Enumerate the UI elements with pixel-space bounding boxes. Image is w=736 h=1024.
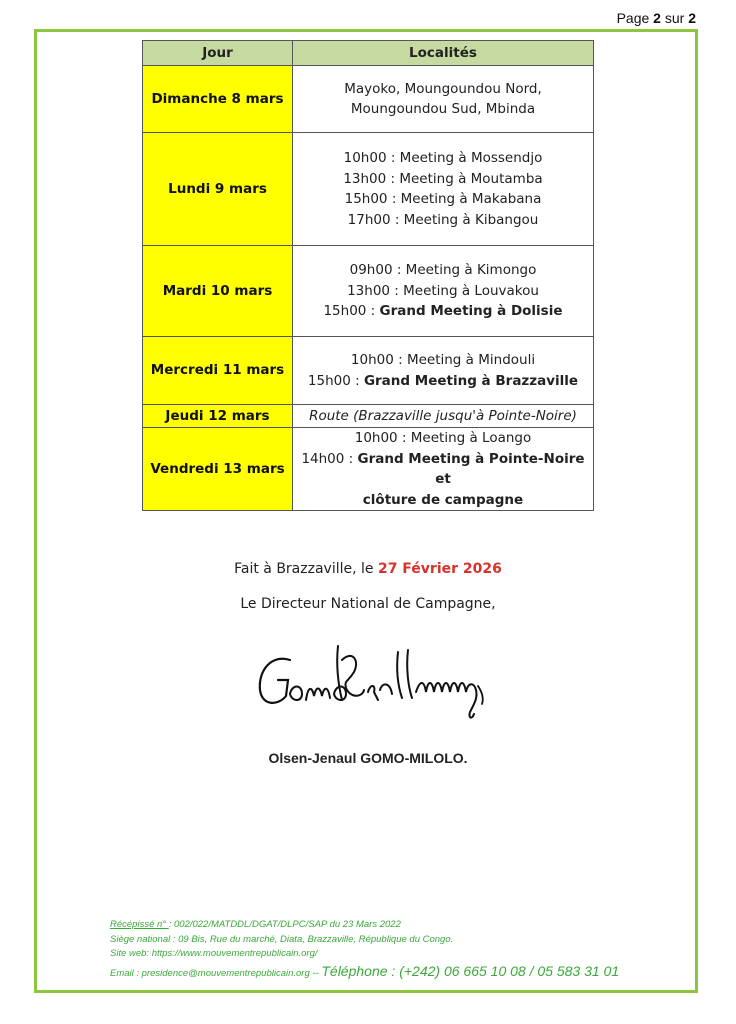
footer-contact [110, 963, 619, 979]
schedule-line [297, 169, 589, 190]
day-cell: Mercredi 11 mars [143, 337, 293, 405]
schedule-line-text: 10h00 : Meeting à Mindouli [350, 352, 536, 368]
schedule-line [297, 281, 589, 302]
page-prefix: Page [616, 10, 654, 26]
schedule-line [297, 189, 589, 210]
footer-receipt [110, 919, 401, 930]
header-jour: Jour [143, 41, 293, 66]
day-cell: Lundi 9 mars [143, 133, 293, 246]
day-cell: Dimanche 8 mars [143, 66, 293, 133]
localites-cell [293, 133, 594, 246]
table-row [143, 246, 594, 337]
table-row [143, 133, 594, 246]
footer-phone: Téléphone : (+242) 06 665 10 08 / 05 583 31 01 [321, 963, 620, 979]
schedule-line [297, 210, 589, 231]
day-cell: Vendredi 13 mars [143, 428, 293, 511]
schedule-line-text: 15h00 : [323, 303, 380, 320]
schedule-line-text: 13h00 : Meeting à Louvakou [347, 282, 539, 299]
schedule-line-emphasis: clôture de campagne [362, 491, 524, 508]
schedule-line [297, 350, 589, 371]
schedule-line-text: 15h00 : [307, 372, 364, 389]
schedule-line [297, 428, 589, 449]
schedule-line-emphasis: Grand Meeting à Brazzaville [363, 372, 579, 389]
schedule-line [297, 99, 589, 120]
day-cell: Mardi 10 mars [143, 246, 293, 337]
page-middle: sur [660, 10, 689, 26]
localites-cell [293, 337, 594, 405]
localites-cell [293, 405, 594, 428]
schedule-table [142, 40, 594, 511]
table-row [143, 405, 594, 428]
signer-name: Olsen-Jenaul GOMO-MILOLO. [268, 750, 468, 766]
schedule-line [297, 260, 589, 281]
schedule-line-text: 13h00 : Meeting à Moutamba [343, 170, 543, 187]
schedule-line-text: 15h00 : Meeting à Makabana [344, 191, 542, 207]
schedule-line [297, 406, 589, 427]
table-header-row [143, 41, 594, 66]
schedule-line-text: Route (Brazzaville jusqu'à Pointe-Noire) [309, 407, 577, 424]
schedule-line [297, 449, 589, 490]
closing-place-date [0, 561, 736, 577]
schedule-line-emphasis: Grand Meeting à Dolisie [379, 303, 563, 320]
receipt-value: : 002/022/MATDDL/DGAT/DLPC/SAP du 23 Mars 2022 [168, 919, 401, 930]
footer-siege: Siège national : 09 Bis, Rue du marché, Diata, Brazzaville, République du Congo. [110, 934, 454, 945]
schedule-line-text: Moungoundou Sud, Mbinda [350, 101, 536, 117]
footer-email: Email : presidence@mouvementrepublicain.org -- [110, 968, 322, 979]
schedule-line-text: 10h00 : Meeting à Loango [354, 430, 532, 446]
schedule-line-text: 14h00 : [301, 450, 358, 467]
schedule-line-text: Mayoko, Moungoundou Nord, [344, 80, 542, 97]
director-role: Le Directeur National de Campagne, [240, 596, 496, 612]
table-row [143, 66, 594, 133]
schedule-line-emphasis: Grand Meeting à Pointe-Noire et [357, 450, 585, 487]
page-current: 2 [653, 10, 661, 26]
place-text: Fait à Brazzaville, le [234, 561, 378, 577]
localites-cell [293, 428, 594, 511]
localites-cell [293, 246, 594, 337]
schedule-line [297, 148, 589, 169]
closing-date: 27 Février 2026 [377, 561, 502, 577]
page-total: 2 [688, 10, 696, 26]
day-cell: Jeudi 12 mars [143, 405, 293, 428]
schedule-line-text: 10h00 : Meeting à Mossendjo [343, 150, 543, 166]
footer-website: Site web: https://www.mouvementrepublicain.org/ [110, 948, 318, 959]
header-localites: Localités [293, 41, 594, 66]
handwritten-signature [252, 640, 492, 730]
receipt-label: Récépissé n° [110, 919, 169, 930]
schedule-line-text: 09h00 : Meeting à Kimongo [349, 262, 537, 279]
table-row [143, 337, 594, 405]
schedule-line-text: 17h00 : Meeting à Kibangou [347, 211, 539, 228]
schedule-line [297, 301, 589, 322]
schedule-line [297, 79, 589, 100]
schedule-line [297, 490, 589, 511]
localites-cell [293, 66, 594, 133]
table-row [143, 428, 594, 511]
page-number [617, 10, 696, 26]
schedule-line [297, 371, 589, 392]
